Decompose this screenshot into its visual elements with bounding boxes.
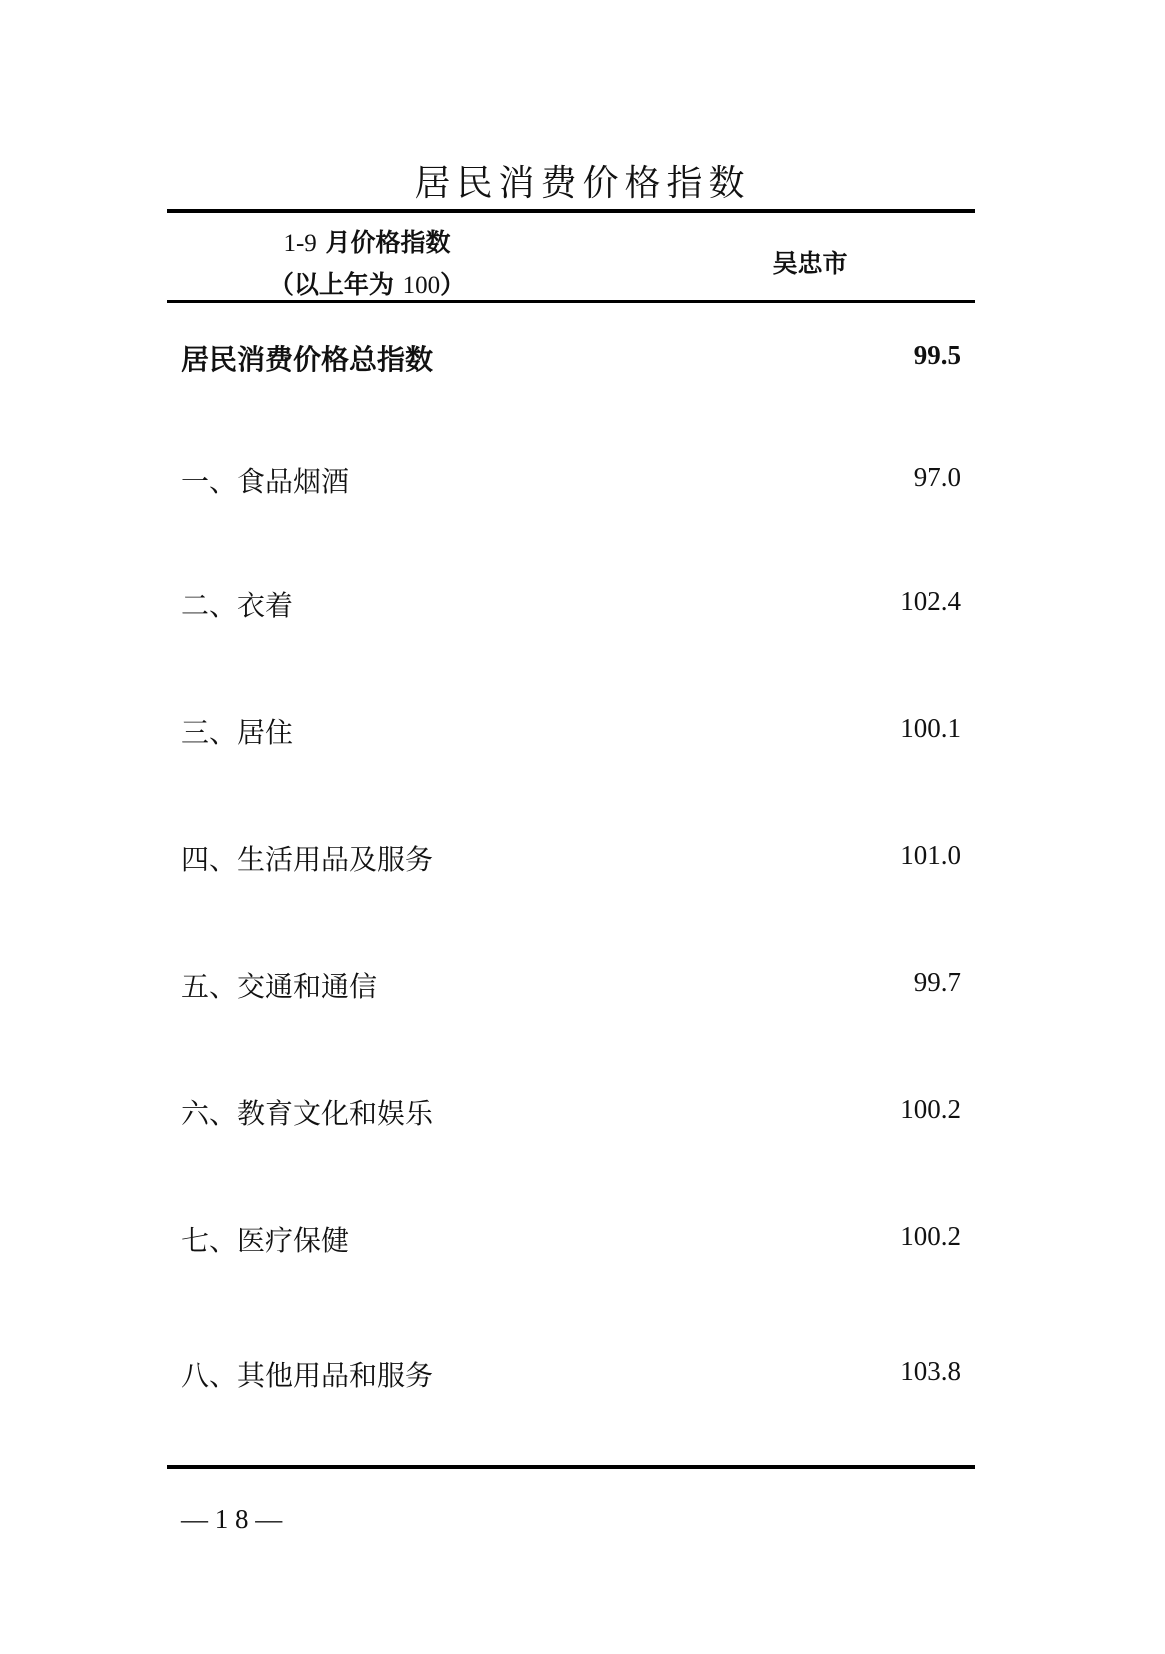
header-indicator-text: 月价格指数	[316, 228, 451, 257]
row-value: 103.8	[900, 1356, 961, 1386]
table-row	[181, 1219, 961, 1259]
table-row	[181, 711, 961, 751]
table-row	[181, 460, 961, 500]
table-row	[181, 1092, 961, 1132]
document-title: 居民消费价格指数	[414, 163, 751, 204]
header-base-close: ）	[440, 270, 466, 299]
row-label: 二、衣着	[181, 589, 294, 622]
table-top-rule	[167, 209, 975, 213]
row-label: 居民消费价格总指数	[181, 343, 434, 376]
row-label: 七、医疗保健	[181, 1224, 350, 1257]
row-value: 97.0	[913, 462, 961, 492]
row-value: 102.4	[900, 586, 961, 616]
row-label: 八、其他用品和服务	[181, 1359, 434, 1392]
page-number: — 1 8 —	[181, 1504, 283, 1534]
row-value: 101.0	[900, 840, 961, 870]
row-label: 六、教育文化和娱乐	[181, 1097, 434, 1130]
row-value: 100.2	[900, 1094, 961, 1124]
table-header-region: 吴忠市	[772, 249, 848, 278]
table-row	[181, 584, 961, 624]
row-value: 100.1	[900, 713, 961, 743]
table-row	[181, 838, 961, 878]
row-label: 五、交通和通信	[181, 970, 378, 1003]
table-bottom-rule	[167, 1465, 975, 1469]
row-label: 三、居住	[181, 716, 294, 749]
table-row	[181, 1354, 961, 1394]
table-header-rule	[167, 300, 975, 303]
row-value: 99.7	[913, 967, 961, 997]
row-value: 99.5	[913, 340, 961, 370]
header-period: 1-9	[283, 230, 317, 257]
row-label: 一、食品烟酒	[181, 465, 350, 498]
table-header-indicator	[167, 222, 567, 306]
row-label: 四、生活用品及服务	[181, 843, 434, 876]
header-indicator-line1	[167, 222, 567, 264]
table-row-total	[181, 338, 961, 378]
header-base-open: （以上年为	[268, 270, 403, 299]
header-base-value: 100	[402, 272, 441, 299]
table-row	[181, 965, 961, 1005]
row-value: 100.2	[900, 1221, 961, 1251]
